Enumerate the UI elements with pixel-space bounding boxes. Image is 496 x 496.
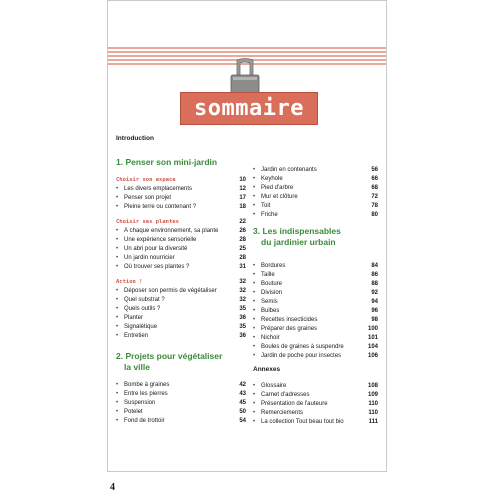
section-heading: Action ! 32 bbox=[116, 279, 246, 285]
toc-entry: • Glossaire 108 bbox=[253, 383, 378, 389]
toc-entry: • Où trouver ses plantes ? 31 bbox=[116, 264, 246, 270]
toc-entry: • Penser son projet 17 bbox=[116, 195, 246, 201]
toc-entry: • Fond de trottoir 54 bbox=[116, 418, 246, 424]
toc-entry: • Jardin en contenants 56 bbox=[253, 167, 378, 173]
toc-entry: • Recettes insecticides 98 bbox=[253, 317, 378, 323]
toc-entry: • Boules de graines à suspendre 104 bbox=[253, 344, 378, 350]
toc-entry: • La collection Tout beau tout bio 111 bbox=[253, 419, 378, 425]
page-right-edge bbox=[386, 0, 387, 472]
toc-entry: • Carnet d'adresses 109 bbox=[253, 392, 378, 398]
toc-entry: • Pied d'arbre 68 bbox=[253, 185, 378, 191]
chapter-3-title: 3. Les indispensables du jardinier urbain bbox=[253, 226, 341, 247]
title-banner bbox=[180, 92, 318, 125]
page-number: 4 bbox=[110, 482, 115, 493]
toc-entry: • Pleine terre ou contenant ? 18 bbox=[116, 204, 246, 210]
chapter-2-title: 2. Projets pour végétaliser la ville bbox=[116, 351, 223, 372]
toc-entry: • Quels outils ? 35 bbox=[116, 306, 246, 312]
toc-entry: • Jardin de poche pour insectes 106 bbox=[253, 353, 378, 359]
section-heading: Choisir son espace 10 bbox=[116, 177, 246, 183]
toc-entry: • Suspension 45 bbox=[116, 400, 246, 406]
toc-entry: • Les divers emplacements 12 bbox=[116, 186, 246, 192]
toc-entry: • Déposer son permis de végétaliser 32 bbox=[116, 288, 246, 294]
toc-entry: • Bouture 88 bbox=[253, 281, 378, 287]
toc-entry: • Remerciements 110 bbox=[253, 410, 378, 416]
page-top-edge bbox=[107, 0, 387, 1]
toc-entry: • Taille 86 bbox=[253, 272, 378, 278]
toc-entry: • Keyhole 66 bbox=[253, 176, 378, 182]
toc-entry: • À chaque environnement, sa plante 26 bbox=[116, 228, 246, 234]
toc-entry: • Semis 94 bbox=[253, 299, 378, 305]
toc-entry: • Division 92 bbox=[253, 290, 378, 296]
section-heading: Choisir ses plantes 22 bbox=[116, 219, 246, 225]
toc-entry: • Présentation de l'auteure 110 bbox=[253, 401, 378, 407]
toc-entry: • Signalétique 35 bbox=[116, 324, 246, 330]
toc-entry: • Potelet 50 bbox=[116, 409, 246, 415]
toc-entry: • Entre les pierres 43 bbox=[116, 391, 246, 397]
chapter-1-title: 1. Penser son mini-jardin bbox=[116, 157, 218, 167]
toc-entry: • Friche 80 bbox=[253, 212, 378, 218]
annexes-heading: Annexes bbox=[253, 366, 281, 373]
toc-entry: • Planter 36 bbox=[116, 315, 246, 321]
toc-entry: • Entretien 36 bbox=[116, 333, 246, 339]
introduction-label: Introduction bbox=[116, 135, 154, 142]
page-bottom-edge bbox=[107, 471, 387, 472]
toc-entry: • Bordures 84 bbox=[253, 263, 378, 269]
introduction-entry bbox=[116, 134, 246, 143]
toc-entry: • Une expérience sensorielle 28 bbox=[116, 237, 246, 243]
toc-entry: • Un abri pour la diversité 25 bbox=[116, 246, 246, 252]
page-left-edge bbox=[107, 0, 108, 472]
toc-entry: • Nichoir 101 bbox=[253, 335, 378, 341]
toc-entry: • Mur et clôture 72 bbox=[253, 194, 378, 200]
toc-entry: • Préparer des graines 100 bbox=[253, 326, 378, 332]
toc-entry: • Bombe à graines 42 bbox=[116, 382, 246, 388]
toc-entry: • Bulbes 96 bbox=[253, 308, 378, 314]
toc-right-column bbox=[253, 166, 378, 427]
toc-left-column bbox=[116, 134, 246, 426]
toc-entry: • Un jardin nourricier 28 bbox=[116, 255, 246, 261]
toc-entry: • Quel substrat ? 32 bbox=[116, 297, 246, 303]
page-title: sommaire bbox=[194, 96, 304, 121]
toc-entry: • Toit 78 bbox=[253, 203, 378, 209]
